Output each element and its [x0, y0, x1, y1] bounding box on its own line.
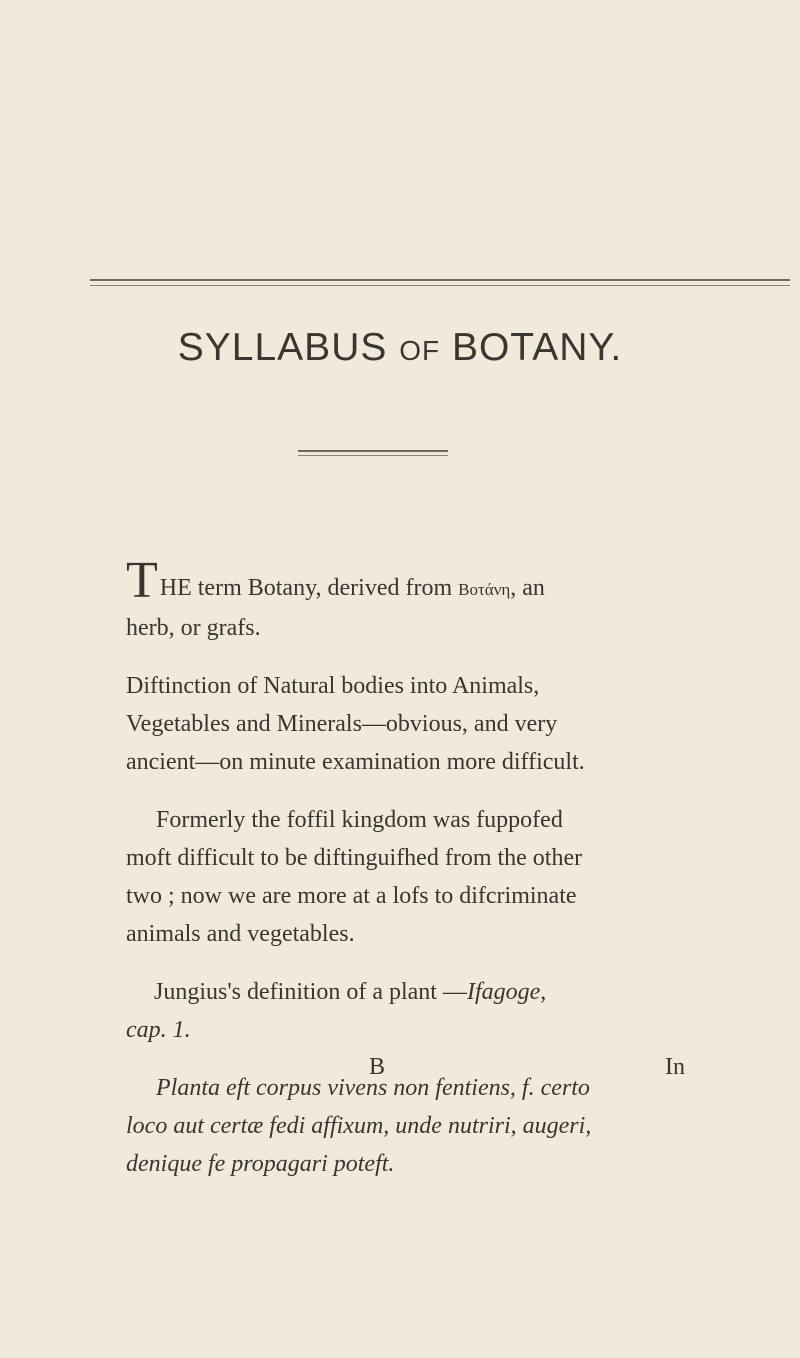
paragraph-3-line-3: two ; now we are more at a lofs to difcriminate [126, 883, 577, 909]
drop-cap: T [126, 552, 158, 609]
paragraph-3-line-4: animals and vegetables. [126, 921, 355, 947]
title-of: OF [399, 335, 441, 366]
text-run: Jungius's definition of a plant — [154, 979, 467, 1005]
paragraph-5-line-2: loco aut certæ fedi affixum, unde nutriri, augeri, [126, 1113, 592, 1139]
paragraph-4-line-2: cap. 1. [126, 1017, 191, 1043]
page-title [0, 326, 800, 370]
text-run: HE term Botany, derived from [159, 575, 459, 601]
paragraph-1-line-2: herb, or grafs. [126, 615, 261, 641]
paragraph-1-line-1 [126, 552, 770, 609]
signature-mark: B [369, 1054, 386, 1080]
title-rule [298, 450, 448, 452]
paragraph-2-line-3: ancient—on minute examination more difficult. [126, 749, 585, 775]
paragraph-1 [126, 552, 770, 647]
greek-word: Βοτάνη [458, 580, 511, 599]
top-double-rule [90, 279, 790, 281]
body-text [126, 552, 770, 1203]
text-run: , an [510, 575, 545, 601]
paragraph-5 [126, 1069, 770, 1183]
paragraph-4 [126, 973, 770, 1049]
paragraph-5-line-3: denique fe propagari poteft. [126, 1151, 395, 1177]
paragraph-3-line-1: Formerly the foffil kingdom was fuppofed [156, 807, 563, 833]
paragraph-3 [126, 801, 770, 953]
italic-text: Ifagoge, [466, 979, 547, 1005]
paragraph-2-line-2: Vegetables and Minerals—obvious, and very [126, 711, 558, 737]
paragraph-3-line-2: moft difficult to be diftinguifhed from the other [126, 845, 583, 871]
catchword: In [665, 1054, 685, 1080]
paragraph-4-line-1 [126, 973, 770, 1011]
paragraph-5-line-1: Planta eft corpus vivens non fentiens, f. certo [156, 1075, 590, 1101]
title-botany: BOTANY. [451, 326, 623, 369]
paragraph-2 [126, 667, 770, 781]
title-syllabus: SYLLABUS [177, 326, 388, 369]
paragraph-2-line-1: Diftinction of Natural bodies into Animals, [126, 673, 540, 699]
